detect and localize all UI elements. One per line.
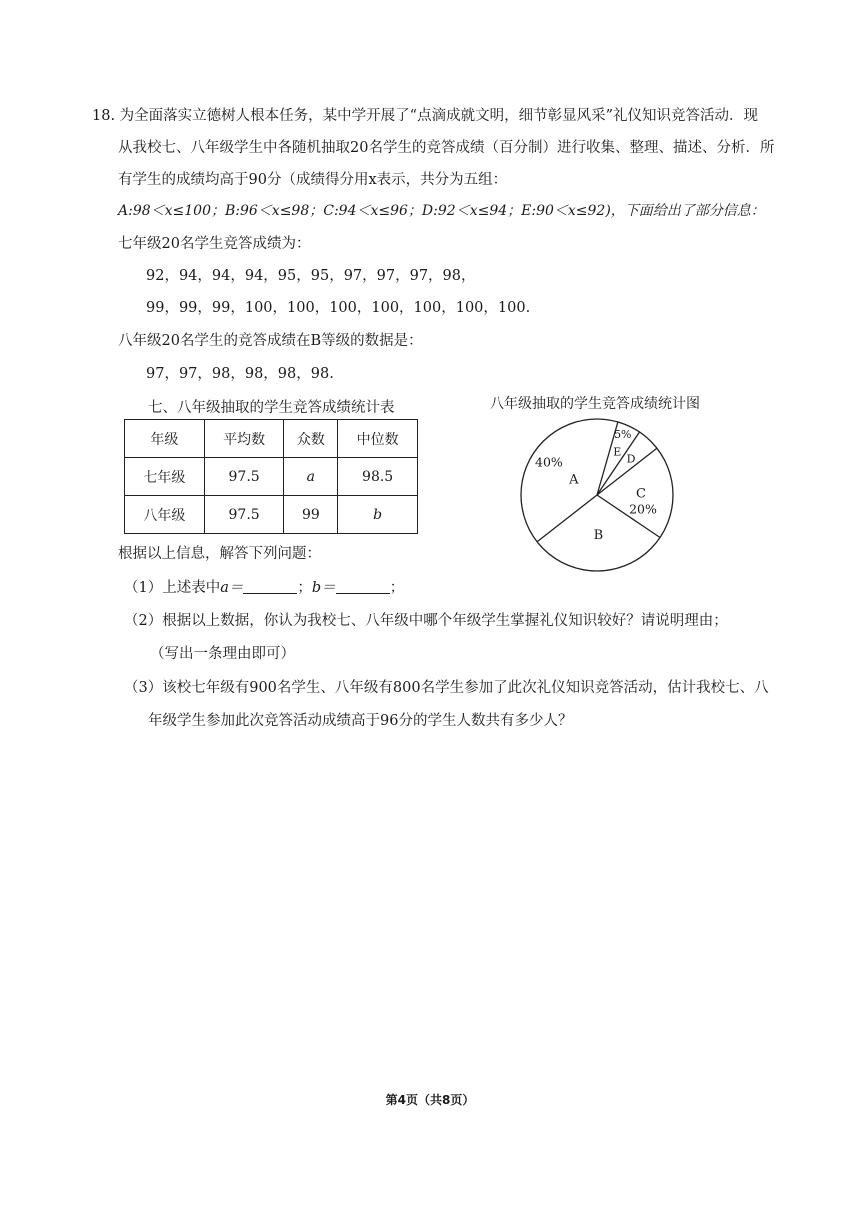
task-1-b: b＝ <box>311 580 336 596</box>
question-number: 18. <box>92 108 116 124</box>
chart-title: 八年级抽取的学生竞答成绩统计图 <box>490 396 700 412</box>
task-1-prefix: （1）上述表中 <box>124 580 221 596</box>
groups-definition: A:98＜x≤100；B:96＜x≤98；C:94＜x≤96；D:92＜x≤94；E:90＜x≤92)，下面给出了部分信息： <box>118 203 765 219</box>
task-3-line-2: 年级学生参加此次竞答活动成绩高于96分的学生人数共有多少人？ <box>148 713 573 729</box>
answer-blank-b[interactable] <box>336 579 390 594</box>
table-header: 众数 <box>284 420 338 458</box>
pie-label-d: D <box>626 452 636 466</box>
table-cell: 97.5 <box>204 496 284 534</box>
table-cell: b <box>338 496 418 534</box>
task-1 <box>124 576 404 597</box>
pie-chart <box>497 395 697 595</box>
question-intro-3: 有学生的成绩均高于90分（成绩得分用x表示，共分为五组： <box>118 172 508 188</box>
table-cell: 八年级 <box>125 496 205 534</box>
answer-blank-a[interactable] <box>243 579 297 594</box>
pie-label-c: C <box>636 486 646 502</box>
table-row <box>125 458 418 496</box>
grade8-label: 八年级20名学生的竞答成绩在B等级的数据是： <box>118 333 423 349</box>
task-1-a: a＝ <box>220 580 244 596</box>
grade8-scores: 97，97，98，98，98，98. <box>146 366 334 382</box>
stats-table <box>124 419 418 534</box>
grade7-label: 七年级20名学生竞答成绩为： <box>118 236 311 252</box>
grade7-scores-2: 99，99，99，100，100，100，100，100，100，100. <box>146 300 531 316</box>
table-header: 年级 <box>125 420 205 458</box>
grade7-scores-1: 92，94，94，94，95，95，97，97，97，98， <box>146 268 476 284</box>
question-line-1 <box>92 104 758 125</box>
pie-label-b: B <box>593 528 604 543</box>
tasks-lead: 根据以上信息，解答下列问题： <box>118 546 321 562</box>
question-intro-1: 为全面落实立德树人根本任务，某中学开展了“点滴成就文明，细节彰显风采”礼仪知识竞答活动．现 <box>119 108 758 124</box>
task-2: （2）根据以上数据，你认为我校七、八年级中哪个年级学生掌握礼仪知识较好？请说明理由； <box>124 613 728 629</box>
pie-slice-b-edge <box>537 495 597 542</box>
task-2-note: （写出一条理由即可） <box>150 646 295 662</box>
table-cell: a <box>284 458 338 496</box>
table-title: 七、八年级抽取的学生竞答成绩统计表 <box>148 400 395 416</box>
pie-label-a: A <box>569 472 579 488</box>
table-header: 平均数 <box>204 420 284 458</box>
table-cell: 98.5 <box>338 458 418 496</box>
table-header-row <box>125 420 418 458</box>
page-footer: 第4页（共8页） <box>385 1093 475 1107</box>
question-intro-2: 从我校七、八年级学生中各随机抽取20名学生的竞答成绩（百分制）进行收集、整理、描述、分析．所 <box>118 140 775 156</box>
pie-percent-e: 5% <box>614 428 632 442</box>
table-cell: 99 <box>284 496 338 534</box>
pie-percent-a: 40% <box>535 454 563 470</box>
table-header: 中位数 <box>338 420 418 458</box>
table-row <box>125 496 418 534</box>
task-3-line-1: （3）该校七年级有900名学生、八年级有800名学生参加了此次礼仪知识竞答活动，估计我校七、八 <box>124 680 769 696</box>
table-cell: 七年级 <box>125 458 205 496</box>
task-1-end: ； <box>389 580 405 596</box>
pie-percent-c: 20% <box>629 501 657 517</box>
pie-label-e: E <box>613 445 622 459</box>
table-cell: 97.5 <box>204 458 284 496</box>
task-1-sep: ； <box>297 580 312 596</box>
